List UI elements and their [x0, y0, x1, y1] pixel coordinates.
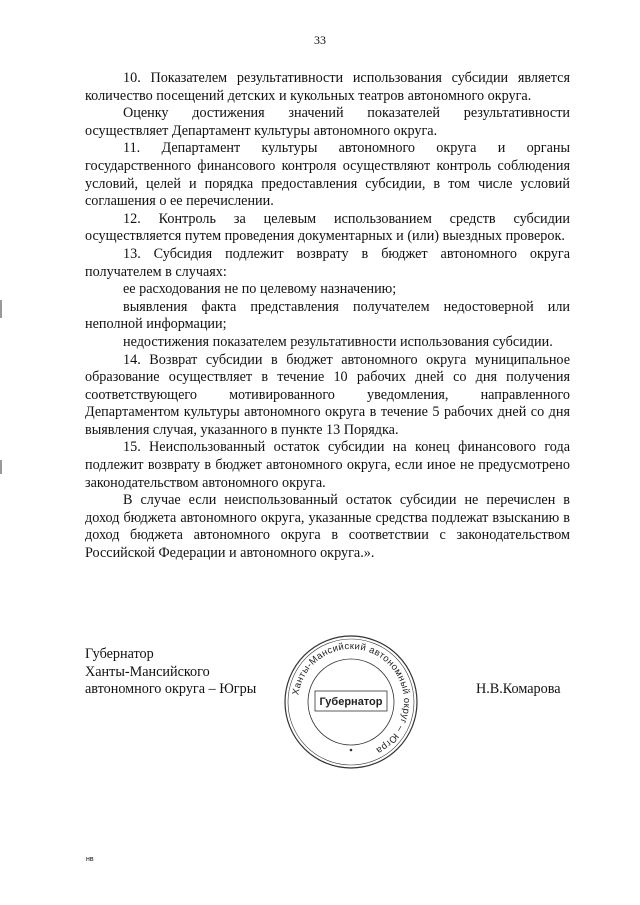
paragraph-15-remainder: В случае если неиспользованный остаток субсидии не перечислен в доход бюджета автономного округа, указанные средства подлежат взысканию в доход бюджета автономного округа в соответствии с законодательством Российской Федерации и автономного округа.». — [85, 492, 570, 562]
paragraph-13-case-3: недостижения показателем результативности использования субсидии. — [123, 333, 553, 350]
footer-mark: нв — [86, 856, 94, 863]
signatory-title — [85, 646, 256, 699]
margin-tick — [0, 300, 2, 318]
signatory-title-line-2: Ханты-Мансийского — [85, 663, 210, 680]
paragraph-13-case-2: выявления факта представления получателем недостоверной или неполной информации; — [85, 298, 570, 333]
signatory-name: Н.В.Комарова — [476, 681, 561, 697]
signatory-title-line-3: автономного округа – Югры — [85, 681, 257, 698]
paragraph-10-assessment: Оценку достижения значений показателей результативности осуществляет Департамент культуры автономного округа. — [85, 105, 570, 139]
official-seal — [281, 632, 421, 772]
seal-center-text: Губернатор — [319, 696, 383, 708]
document-body — [85, 70, 570, 563]
paragraph-13: 13. Субсидия подлежит возврату в бюджет автономного округа получателем в случаях: — [85, 245, 570, 280]
paragraph-10: 10. Показателем результативности использования субсидии является количество посещений детских и кукольных театров автономного округа. — [85, 70, 570, 104]
paragraph-12: 12. Контроль за целевым использованием средств субсидии осуществляется путем проведения документарных и (или) выездных проверок. — [85, 210, 570, 245]
seal-star-icon — [350, 749, 353, 752]
margin-tick — [0, 460, 2, 474]
signatory-title-line-1: Губернатор — [85, 646, 154, 662]
paragraph-14: 14. Возврат субсидии в бюджет автономного округа муниципальное образование осуществляет в течение 10 рабочих дней со дня получения соответствующего мотивированного уведомления, направленного Департаментом культуры автономного округа в течение 5 рабочих дней со дня выявления случая, указанного в пункте 13 Порядка. — [85, 351, 570, 438]
paragraph-15: 15. Неиспользованный остаток субсидии на конец финансового года подлежит возврату в бюджет автономного округа, если иное не предусмотрено законодательством автономного округа. — [85, 439, 570, 491]
page-number: 33 — [314, 33, 326, 47]
paragraph-13-case-1: ее расходования не по целевому назначению; — [123, 281, 397, 298]
seal-ring-text: Ханты-Мансийский автономный округ – Югра — [290, 640, 413, 756]
paragraph-11: 11. Департамент культуры автономного округа и органы государственного финансового контроля осуществляют контроль соблюдения условий, целей и порядка предоставления субсидии, в том числе условий соглашения о ее перечислении. — [85, 140, 570, 210]
